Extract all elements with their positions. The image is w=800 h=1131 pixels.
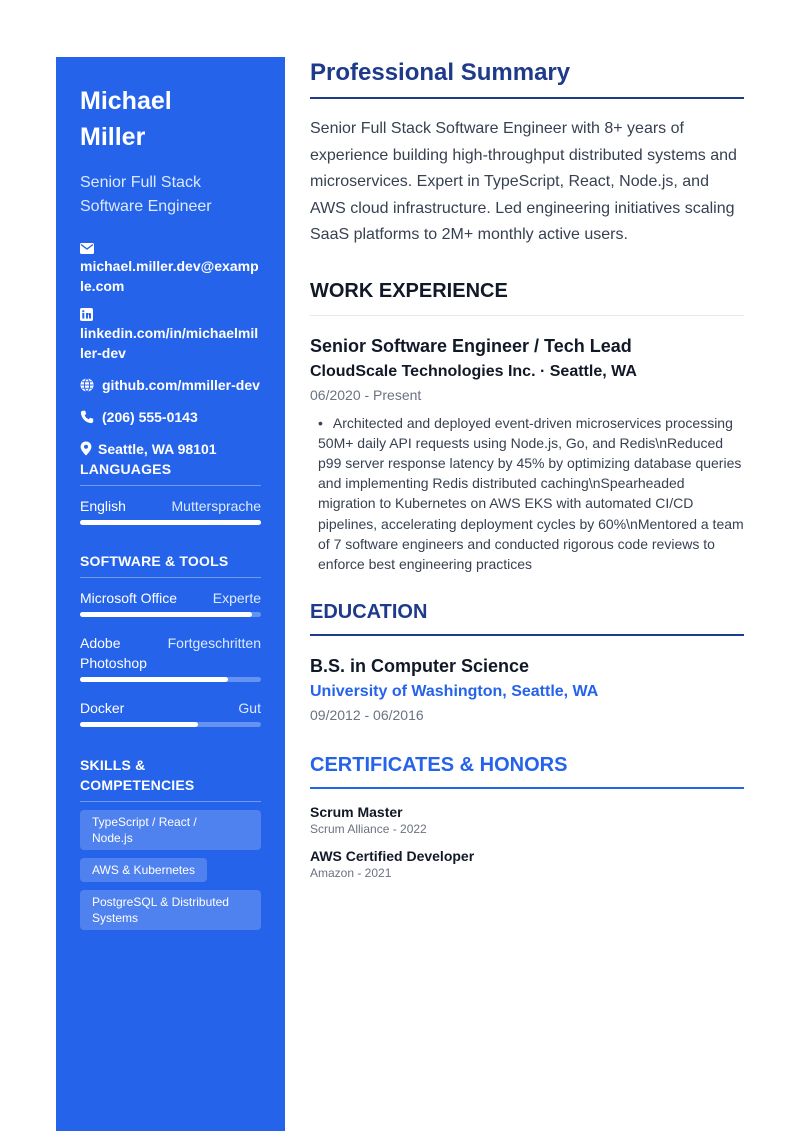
- tool-row: [80, 588, 261, 617]
- skill-chips: [80, 810, 261, 930]
- tool-level-bar: [80, 612, 261, 617]
- skills-divider: [80, 801, 261, 802]
- education-entry: [310, 654, 744, 725]
- candidate-name: [80, 83, 261, 155]
- linkedin-icon: [80, 308, 261, 321]
- job-bullet-text: Architected and deployed event-driven microservices processing 50M+ daily API requests using Node.js, Go, and Redis\nReduced p99 server response latency by 45% by optimizing database queries and implementing Redis distributed caching\nSpearheaded migration to Kubernetes on AWS EKS with automated CI/CD pipelines, accelerating deployment cycles by 60%\nMentored a team of 7 software engineers and conducted rigorous code reviews to enforce best engineering practices: [318, 414, 744, 572]
- skill-chip: PostgreSQL & Distributed Systems: [80, 890, 261, 930]
- job-entry: [310, 334, 744, 575]
- job-title-subtitle: Senior Full Stack Software Engineer: [80, 174, 212, 215]
- certificate-name: AWS Certified Developer: [310, 848, 475, 865]
- certificate-meta: Scrum Alliance - 2022: [310, 822, 427, 837]
- name-line-1: Michael: [80, 87, 172, 115]
- tool-name: Adobe Photoshop: [80, 635, 147, 671]
- tool-name: Docker: [80, 700, 125, 716]
- certificate-item: [310, 847, 744, 881]
- job-bullet: [318, 413, 744, 575]
- bullet-dot: •: [318, 414, 323, 431]
- tool-name: Microsoft Office: [80, 590, 177, 606]
- certificate-name: Scrum Master: [310, 804, 403, 821]
- tool-level-fill: [80, 722, 198, 727]
- envelope-icon: [80, 243, 261, 254]
- languages-section: [80, 459, 261, 525]
- language-row: [80, 496, 261, 525]
- tool-row: [80, 698, 261, 727]
- tool-row: [80, 633, 261, 682]
- language-level: Muttersprache: [171, 498, 261, 514]
- map-pin-icon: [80, 441, 92, 456]
- summary-text: Senior Full Stack Software Engineer with 8+ years of experience building high-throughput distributed systems and microservices. Expert in TypeScript, React, Node.js, and AWS cloud infrastructure. Led engineering initiatives scaling SaaS platforms to 2M+ monthly active users.: [310, 120, 737, 243]
- name-line-2: Miller: [80, 123, 146, 151]
- main-content: [310, 57, 744, 881]
- degree: B.S. in Computer Science: [310, 656, 530, 677]
- github-text: github.com/mmiller-dev: [102, 377, 260, 393]
- skills-section: [80, 755, 261, 930]
- certificates-heading: CERTIFICATES & HONORS: [310, 751, 744, 789]
- contact-info: [80, 243, 261, 459]
- tool-level-bar: [80, 722, 261, 727]
- tool-level-fill: [80, 612, 252, 617]
- skills-heading: SKILLS & COMPETENCIES: [80, 757, 195, 793]
- work-heading: WORK EXPERIENCE: [310, 277, 744, 316]
- contact-email[interactable]: [80, 243, 261, 296]
- job-company: CloudScale Technologies Inc. · Seattle, WA: [310, 362, 637, 380]
- certificate-meta: Amazon - 2021: [310, 866, 392, 881]
- contact-phone[interactable]: [80, 407, 261, 427]
- globe-icon: [80, 378, 94, 392]
- school: University of Washington, Seattle, WA: [310, 683, 599, 701]
- phone-text: (206) 555-0143: [102, 409, 198, 425]
- skill-chip: AWS & Kubernetes: [80, 858, 207, 882]
- location-text: Seattle, WA 98101: [98, 441, 217, 457]
- email-text: michael.miller.dev@example.com: [80, 258, 259, 294]
- tool-level-fill: [80, 677, 228, 682]
- sidebar: [56, 57, 285, 1131]
- tool-level-bar: [80, 677, 261, 682]
- contact-linkedin[interactable]: [80, 308, 261, 363]
- skill-chip: TypeScript / React / Node.js: [80, 810, 261, 850]
- tools-section: [80, 551, 261, 727]
- education-dates: 09/2012 - 06/2016: [310, 707, 424, 724]
- tool-level: Experte: [212, 590, 261, 606]
- language-level-bar: [80, 520, 261, 525]
- contact-location: [80, 439, 261, 459]
- contact-github[interactable]: [80, 375, 261, 395]
- job-dates: 06/2020 - Present: [310, 386, 422, 403]
- job-position: Senior Software Engineer / Tech Lead: [310, 335, 632, 356]
- linkedin-text: linkedin.com/in/michaelmiller-dev: [80, 325, 259, 361]
- job-bullets: [310, 413, 744, 575]
- language-level-fill: [80, 520, 261, 525]
- tools-heading: SOFTWARE & TOOLS: [80, 551, 261, 578]
- education-heading: EDUCATION: [310, 598, 744, 636]
- certificate-item: [310, 803, 744, 837]
- summary-heading: Professional Summary: [310, 57, 744, 99]
- languages-heading: LANGUAGES: [80, 459, 261, 486]
- language-name: English: [80, 498, 126, 514]
- phone-icon: [80, 410, 94, 424]
- tool-level: Gut: [238, 700, 261, 716]
- tool-level: Fortgeschritten: [167, 635, 261, 651]
